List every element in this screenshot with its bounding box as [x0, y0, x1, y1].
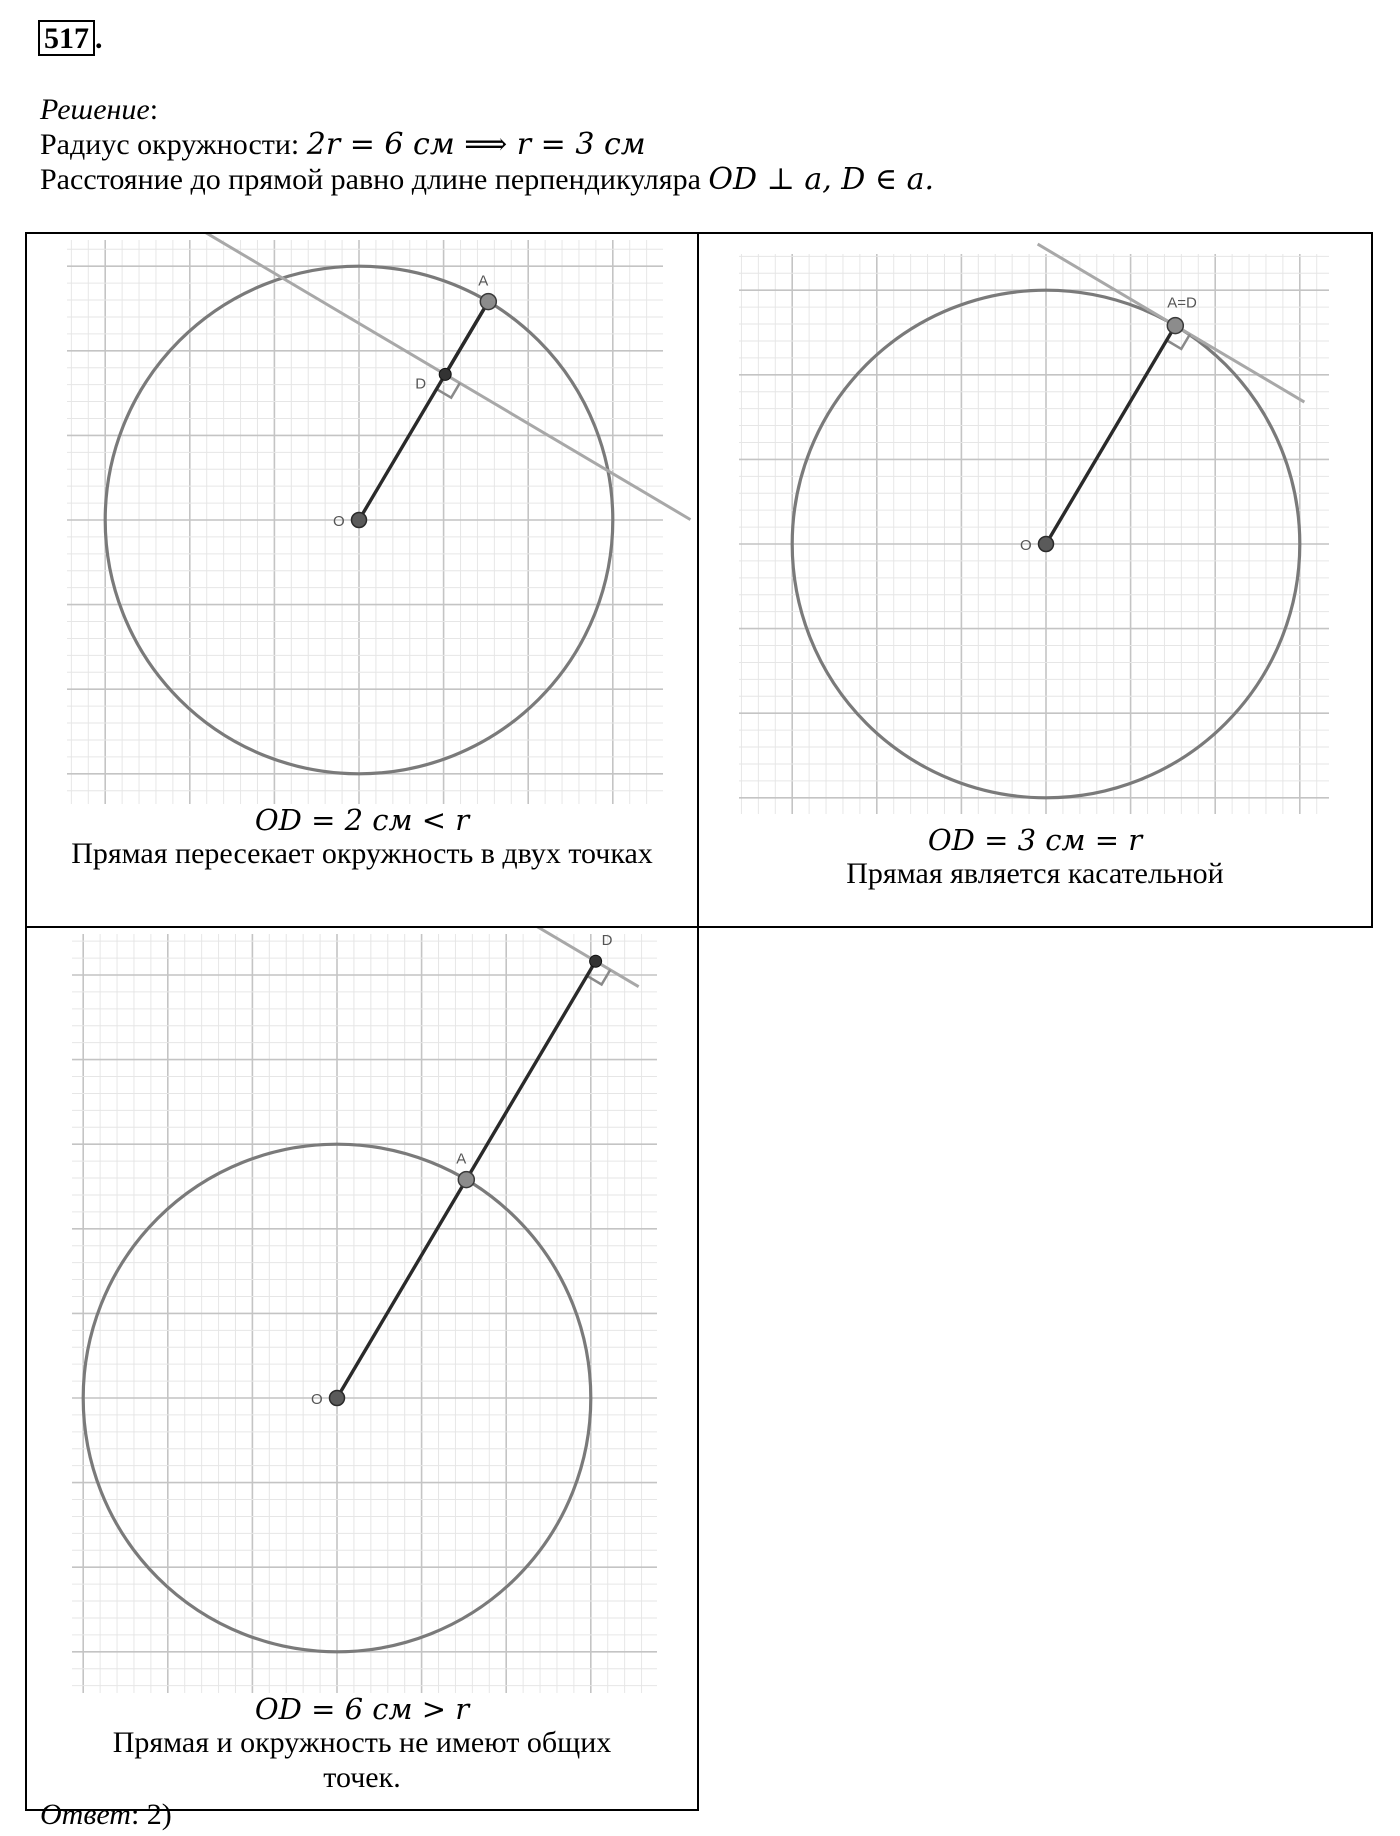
label-a-d: A=D	[1167, 294, 1197, 312]
panel-3	[25, 926, 699, 1811]
panel-2	[697, 232, 1373, 928]
label-d: D	[415, 375, 427, 393]
radius-line	[40, 127, 646, 162]
panel-1	[25, 232, 699, 928]
answer-label: Ответ	[40, 1798, 131, 1831]
panel-3-caption	[27, 1693, 697, 1795]
solution-label: Решение:	[40, 93, 159, 126]
panel-2-formula: OD = 3 см = r	[927, 823, 1143, 857]
label-a: A	[478, 272, 489, 290]
radius-formula: 2r = 6 см ⟹ r = 3 см	[306, 127, 646, 162]
point-o	[1039, 537, 1054, 552]
label-o: O	[1020, 537, 1032, 554]
label-a: A	[456, 1150, 467, 1168]
label-d: D	[601, 932, 613, 950]
line-a	[518, 928, 638, 987]
distance-formula: OD ⊥ a, D ∈ a.	[708, 162, 935, 197]
panel-1-text: Прямая пересекает окружность в двух точках	[71, 837, 653, 871]
label-o: O	[311, 1391, 323, 1408]
point-d	[439, 368, 451, 380]
point-d	[590, 955, 602, 967]
panel-2-caption	[699, 824, 1371, 892]
problem-number: 517 .	[38, 20, 103, 56]
radius-line-text: Радиус окружности:	[40, 128, 307, 161]
answer-line	[40, 1800, 172, 1830]
point-a-d	[1167, 318, 1183, 334]
point-o	[352, 513, 367, 528]
panel-3-figure	[27, 928, 701, 1813]
segment-da	[445, 302, 488, 375]
grid	[739, 254, 1329, 814]
distance-line-text: Расстояние до прямой равно длине перпендикуляра	[40, 163, 709, 196]
panel-1-formula: OD = 2 см < r	[254, 803, 470, 837]
distance-line	[40, 162, 935, 197]
answer-value: : 2)	[130, 1798, 172, 1831]
solution-label-text: Решение	[40, 93, 150, 126]
panel-1-caption	[27, 804, 697, 872]
panel-3-formula: OD = 6 см > r	[254, 1692, 470, 1726]
point-a	[480, 294, 496, 310]
point-o	[330, 1391, 345, 1406]
panel-2-text: Прямая является касательной	[846, 857, 1224, 891]
label-o: O	[333, 513, 345, 530]
problem-number-text: 517	[44, 22, 89, 55]
point-a	[458, 1172, 474, 1188]
panel-3-text: Прямая и окружность не имеют общих точек.	[112, 1726, 612, 1794]
